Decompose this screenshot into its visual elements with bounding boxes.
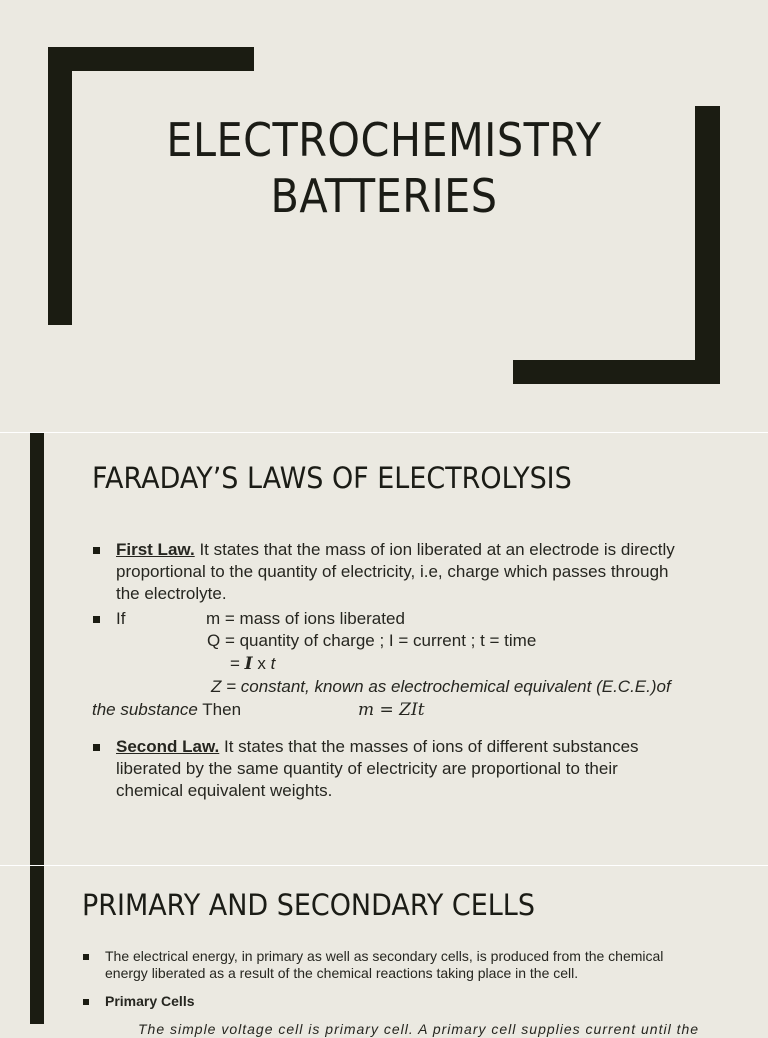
eq-current: I: [244, 654, 253, 674]
second-law-item: [92, 736, 732, 802]
then-line: [92, 699, 732, 722]
slide-title: [38, 112, 729, 224]
energy-item: [82, 948, 732, 982]
primary-cells-label: Primary Cells: [105, 993, 195, 1009]
slide-title-line1: ELECTROCHEMISTRY: [166, 113, 602, 167]
equation-line: [92, 653, 732, 676]
faraday-slide: [0, 433, 768, 865]
substance-text: the substance: [92, 700, 198, 719]
first-law-text-1: It states that the mass of ion liberated at an electrode is directly: [194, 540, 675, 559]
mass-definition: m = mass of ions liberated: [206, 609, 405, 628]
charge-line: [92, 630, 732, 653]
eq-prefix: =: [230, 654, 245, 673]
title-slide: [0, 0, 768, 432]
primary-cells-item: [82, 993, 732, 1010]
charge-equation: [230, 653, 275, 675]
primary-cell-partial-text: The simple voltage cell is primary cell. A primary cell supplies current until the: [138, 1021, 700, 1037]
accent-left-bar: [30, 433, 44, 865]
second-law-text-1: It states that the masses of ions of different substances: [219, 737, 639, 756]
first-law-item: [92, 539, 732, 605]
first-law-label: First Law.: [116, 540, 195, 559]
energy-text-1: The electrical energy, in primary as well as secondary cells, is produced from the chemical: [105, 948, 664, 964]
z-line: [92, 676, 732, 699]
first-law-text-2: proportional to the quantity of electricity, i.e, charge which passes through: [116, 562, 669, 581]
charge-definition: Q = quantity of charge ; I = current ; t = time: [207, 631, 537, 650]
cells-body: [82, 948, 732, 1038]
frame-top-bar: [48, 47, 254, 71]
slide-title-line2: BATTERIES: [270, 169, 498, 223]
z-definition: Z = constant, known as electrochemical equivalent (E.C.E.)of: [211, 677, 671, 696]
cells-slide: [0, 866, 768, 1037]
then-text: Then: [197, 700, 242, 719]
second-law-text-3: chemical equivalent weights.: [116, 781, 333, 800]
bullet-square-icon: [93, 744, 100, 751]
faraday-body: [92, 539, 732, 802]
first-law-text-3: the electrolyte.: [116, 584, 227, 603]
bullet-square-icon: [93, 616, 100, 623]
accent-left-bar: [30, 866, 44, 1024]
eq-times: x: [252, 654, 271, 673]
faraday-formula: m = ZIt: [358, 700, 425, 720]
if-word: If: [116, 609, 126, 628]
if-item: [92, 608, 732, 630]
energy-text-2: energy liberated as a result of the chemical reactions taking place in the cell.: [105, 965, 579, 981]
bullet-square-icon: [83, 999, 89, 1005]
bullet-square-icon: [93, 547, 100, 554]
faraday-heading: FARADAY’S LAWS OF ELECTROLYSIS: [92, 461, 572, 495]
second-law-label: Second Law.: [116, 737, 220, 756]
frame-bottom-bar: [513, 360, 720, 384]
second-law-text-2: liberated by the same quantity of electricity are proportional to their: [116, 759, 618, 778]
cells-heading: PRIMARY AND SECONDARY CELLS: [82, 888, 535, 922]
bullet-square-icon: [83, 954, 89, 960]
eq-time: t: [270, 654, 276, 673]
